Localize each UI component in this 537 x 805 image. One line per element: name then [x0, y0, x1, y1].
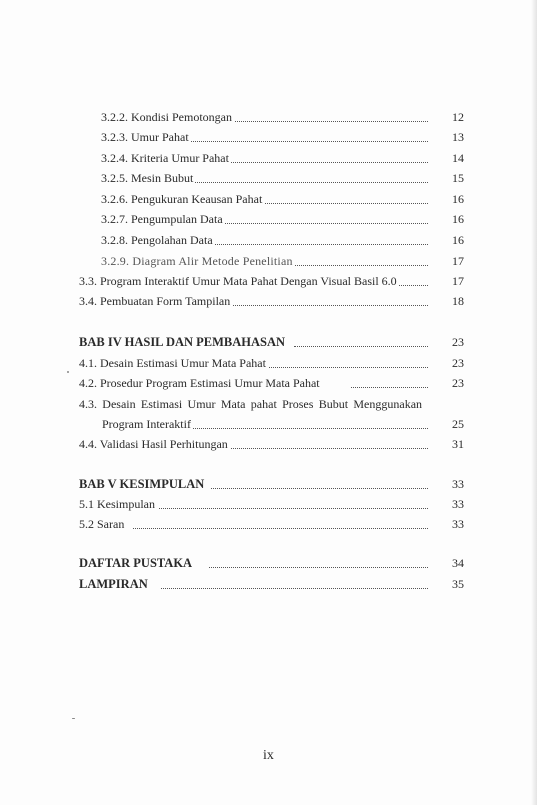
toc-entry: [0, 373, 537, 393]
toc-entry: [0, 209, 537, 229]
toc-entry-label: 5.1 Kesimpulan: [79, 497, 155, 511]
toc-entry: [0, 271, 537, 291]
toc-entry: [0, 514, 537, 534]
toc-entry: [0, 353, 537, 373]
toc-chapter: [0, 474, 537, 494]
toc-entry-label: 3.2.9. Diagram Alir Metode Penelitian: [101, 254, 293, 268]
toc-entry: [0, 168, 537, 188]
dot-leader: [211, 488, 428, 489]
dot-leader: [133, 528, 428, 529]
toc-entry-page: 18: [452, 294, 464, 308]
toc-entry-page: 33: [452, 497, 464, 511]
toc-chapter: [0, 332, 537, 352]
toc-entry-label: 3.2.4. Kriteria Umur Pahat: [101, 151, 229, 165]
toc-entry-label: 3.2.3. Umur Pahat: [101, 130, 189, 144]
toc-entry: [0, 494, 537, 514]
toc-entry-page: 17: [452, 274, 464, 288]
toc-entry-page: 16: [452, 212, 464, 226]
toc-entry: [0, 230, 537, 250]
toc-entry-page: 13: [452, 130, 464, 144]
toc-entry-page: 33: [452, 517, 464, 531]
toc-entry-page: 23: [452, 376, 464, 390]
toc-entry-label: 5.2 Saran: [79, 517, 125, 531]
toc-entry-page: 15: [452, 171, 464, 185]
toc-entry-page: 14: [452, 151, 464, 165]
toc-entry: [0, 251, 537, 271]
dot-leader: [161, 588, 428, 589]
toc-entry-label: 3.3. Program Interaktif Umur Mata Pahat Dengan Visual Basil 6.0: [79, 274, 397, 288]
toc-chapter-label: DAFTAR PUSTAKA: [79, 556, 193, 570]
toc-entry: [0, 434, 537, 454]
toc-entry-page: 16: [452, 192, 464, 206]
toc-entry: [0, 148, 537, 168]
toc-chapter: [0, 574, 537, 594]
toc-entry: [0, 127, 537, 147]
toc-entry-page: 16: [452, 233, 464, 247]
dot-leader: [294, 346, 428, 347]
toc-entry-page: 23: [452, 356, 464, 370]
toc-chapter-label: BAB V KESIMPULAN: [79, 477, 205, 491]
toc-entry-page: 12: [452, 110, 464, 124]
toc-entry-label: 3.2.2. Kondisi Pemotongan: [101, 110, 232, 124]
toc-entry-label: 4.1. Desain Estimasi Umur Mata Pahat: [79, 356, 266, 370]
toc-entry-page: 35: [452, 577, 464, 591]
toc-entry-page: 23: [452, 335, 464, 349]
toc-entry-page: 34: [452, 556, 464, 570]
toc-chapter-label: LAMPIRAN: [79, 577, 148, 591]
toc-entry-label: 4.3. Desain Estimasi Umur Mata pahat Proses Bubut Menggunakan: [79, 397, 423, 411]
scan-speck: [72, 718, 75, 719]
toc-entry-page: 17: [452, 254, 464, 268]
toc-entry-label: 3.2.6. Pengukuran Keausan Pahat: [101, 192, 263, 206]
toc-entry-page: 25: [452, 417, 464, 431]
toc-entry: [0, 107, 537, 127]
toc-entry: [0, 394, 537, 414]
toc-entry-label: 3.2.7. Pengumpulan Data: [101, 212, 223, 226]
toc-entry: [0, 291, 537, 311]
dot-leader: [351, 387, 428, 388]
toc-entry-label: 3.2.8. Pengolahan Data: [101, 233, 213, 247]
dot-leader: [209, 567, 428, 568]
page-number: ix: [263, 748, 274, 763]
toc-entry-label: 4.4. Validasi Hasil Perhitungan: [79, 437, 228, 451]
toc-entry-label: Program Interaktif: [102, 417, 191, 431]
toc-chapter-label: BAB IV HASIL DAN PEMBAHASAN: [79, 335, 286, 349]
toc-entry: [0, 189, 537, 209]
toc-entry-label: 3.4. Pembuatan Form Tampilan: [79, 294, 231, 308]
toc-entry-page: 33: [452, 477, 464, 491]
toc-entry-label: 4.2. Prosedur Program Estimasi Umur Mata Pahat: [79, 376, 320, 390]
dot-leader: [159, 508, 428, 509]
toc-entry: [0, 414, 537, 434]
toc-entry-page: 31: [452, 437, 464, 451]
toc-chapter: [0, 553, 537, 573]
toc-entry-label: 3.2.5. Mesin Bubut: [101, 171, 194, 185]
